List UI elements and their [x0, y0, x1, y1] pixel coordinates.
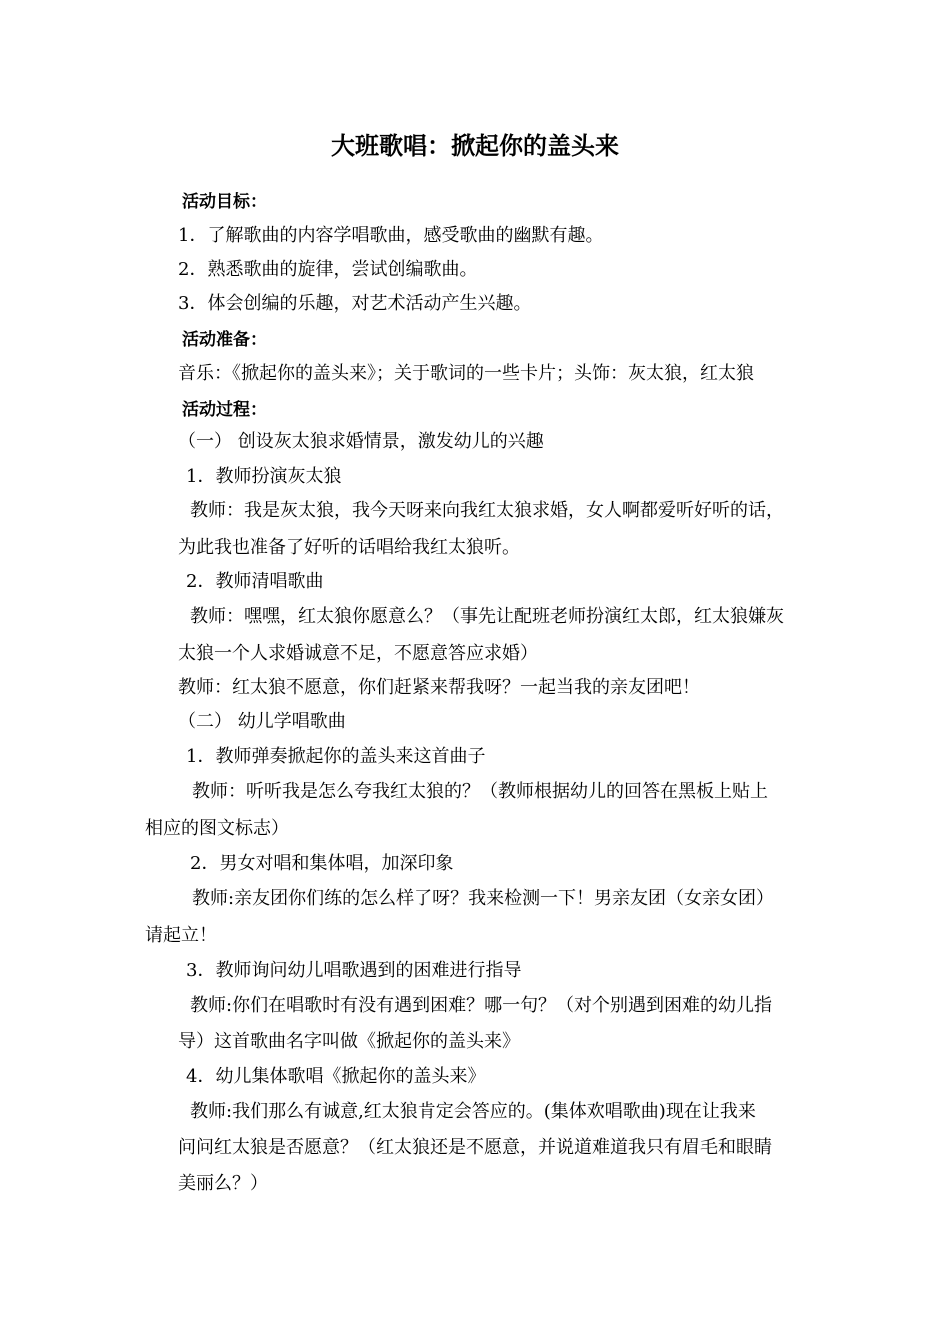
- step-heading: 4．幼儿集体歌唱《掀起你的盖头来》: [186, 1066, 486, 1087]
- paragraph-line: 美丽么？）: [178, 1173, 268, 1194]
- step-heading: 2．教师清唱歌曲: [186, 571, 324, 592]
- prep-text: 音乐：《掀起你的盖头来》；关于歌词的一些卡片；头饰：灰太狼，红太狼: [178, 363, 754, 384]
- goals-heading: 活动目标：: [182, 192, 267, 212]
- process-heading: 活动过程：: [182, 400, 267, 420]
- paragraph-line: 问问红太狼是否愿意？（红太狼还是不愿意，并说道难道我只有眉毛和眼睛: [178, 1137, 772, 1158]
- step-heading: 1．教师扮演灰太狼: [186, 466, 342, 487]
- goal-item: 2．熟悉歌曲的旋律，尝试创编歌曲。: [178, 259, 478, 280]
- step-heading: 2．男女对唱和集体唱，加深印象: [190, 853, 454, 874]
- paragraph-line: 教师：嘿嘿，红太狼你愿意么？（事先让配班老师扮演红太郎，红太狼嫌灰: [190, 606, 784, 627]
- paragraph-line: 教师：红太狼不愿意，你们赶紧来帮我呀？一起当我的亲友团吧！: [178, 677, 700, 698]
- paragraph-line: 教师：听听我是怎么夸我红太狼的？（教师根据幼儿的回答在黑板上贴上: [192, 781, 768, 802]
- goal-item: 3．体会创编的乐趣，对艺术活动产生兴趣。: [178, 293, 532, 314]
- paragraph-line: 相应的图文标志）: [145, 818, 289, 839]
- paragraph-line: 导）这首歌曲名字叫做《掀起你的盖头来》: [178, 1031, 520, 1052]
- step-heading: 1．教师弹奏掀起你的盖头来这首曲子: [186, 746, 486, 767]
- prep-heading: 活动准备：: [182, 330, 267, 350]
- paragraph-line: 为此我也准备了好听的话唱给我红太狼听。: [178, 537, 520, 558]
- paragraph-line: 教师:亲友团你们练的怎么样了呀？我来检测一下！男亲友团（女亲女团）: [192, 888, 775, 909]
- paragraph-line: 教师:你们在唱歌时有没有遇到困难？哪一句？（对个别遇到困难的幼儿指: [190, 995, 773, 1016]
- section-heading: （一） 创设灰太狼求婚情景，激发幼儿的兴趣: [178, 431, 544, 452]
- paragraph-line: 教师：我是灰太狼，我今天呀来向我红太狼求婚，女人啊都爱听好听的话，: [190, 500, 784, 521]
- page-title: 大班歌唱：掀起你的盖头来: [331, 132, 619, 160]
- section-heading: （二） 幼儿学唱歌曲: [178, 711, 346, 732]
- paragraph-line: 请起立！: [145, 925, 217, 946]
- paragraph-line: 教师:我们那么有诚意,红太狼肯定会答应的。(集体欢唱歌曲)现在让我来: [190, 1101, 756, 1122]
- paragraph-line: 太狼一个人求婚诚意不足，不愿意答应求婚）: [178, 643, 538, 664]
- step-heading: 3．教师询问幼儿唱歌遇到的困难进行指导: [186, 960, 522, 981]
- goal-item: 1．了解歌曲的内容学唱歌曲，感受歌曲的幽默有趣。: [178, 225, 604, 246]
